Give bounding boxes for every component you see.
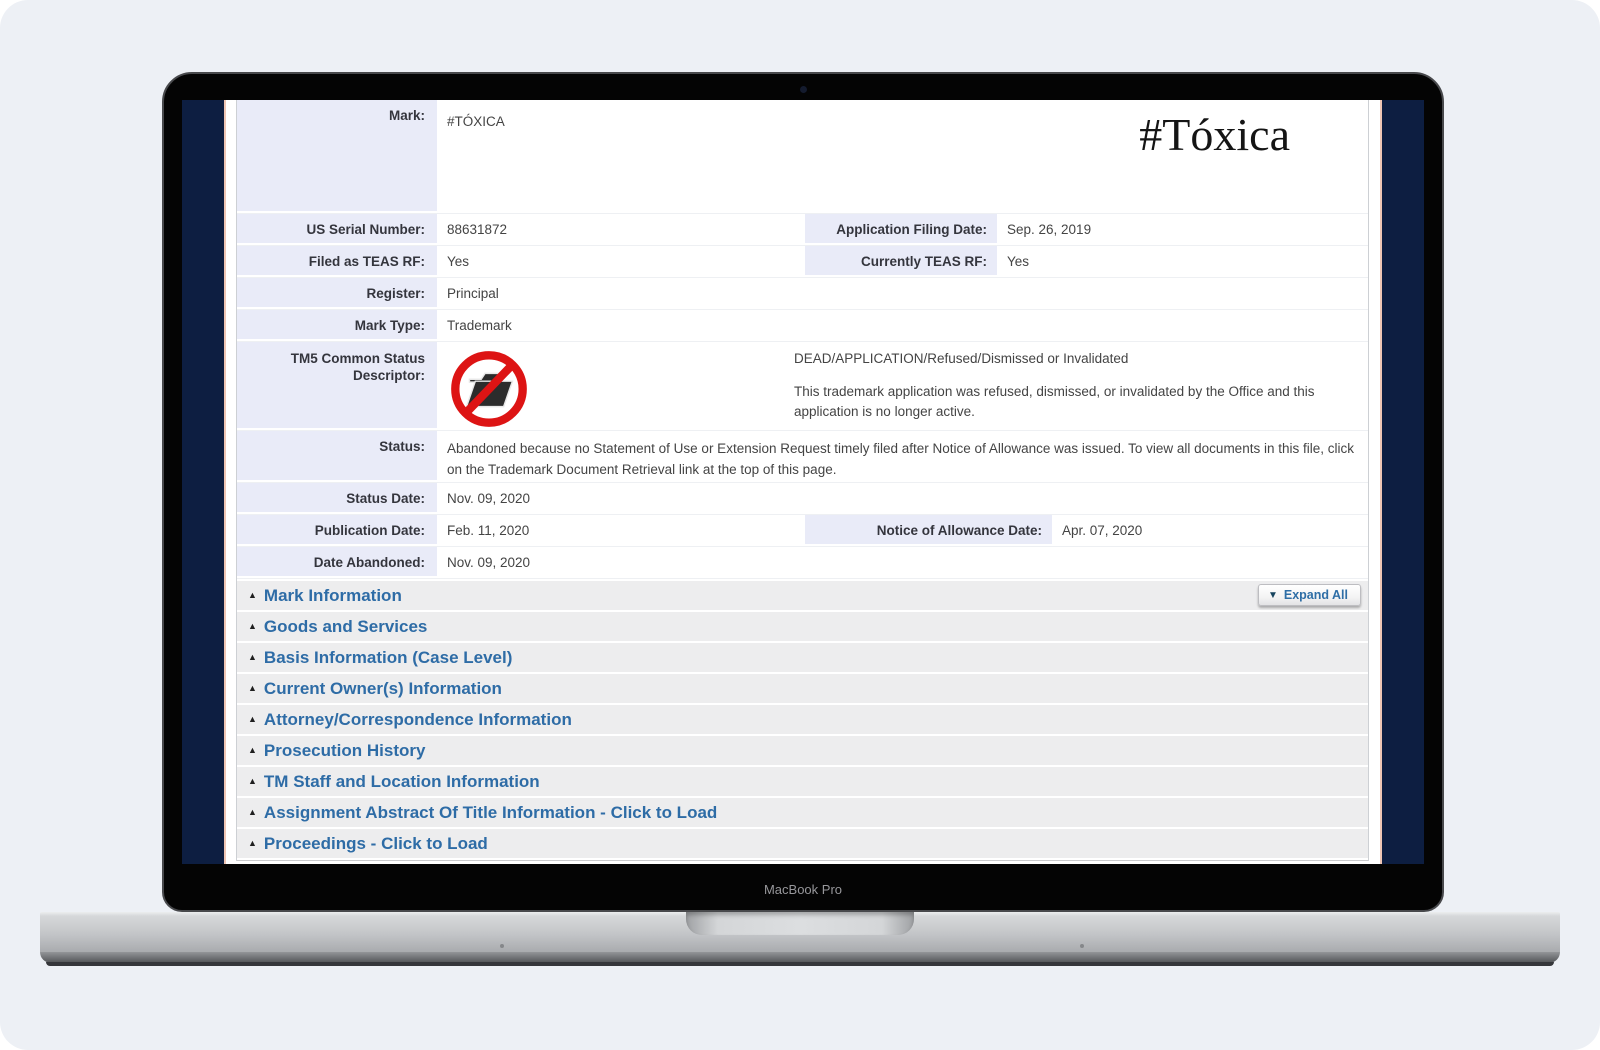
filing-date-value: Sep. 26, 2019 [1007, 222, 1092, 237]
laptop-base-shadow [46, 962, 1554, 966]
status-date-row [237, 483, 1368, 515]
filing-date-label: Application Filing Date: [805, 214, 997, 245]
section-mark-information[interactable]: ▲ Mark Information ▼ Expand All [237, 581, 1368, 610]
collapse-triangle-icon: ▲ [248, 621, 257, 631]
section-prosecution-history[interactable]: ▲ Prosecution History [237, 736, 1368, 765]
status-date-value: Nov. 09, 2020 [447, 491, 531, 506]
triangle-down-icon: ▼ [1267, 589, 1278, 601]
browser-viewport [182, 100, 1424, 864]
mark-type-row [237, 310, 1368, 342]
laptop-base [40, 912, 1560, 952]
currently-teas-rf-value: Yes [1007, 254, 1030, 269]
status-date-label: Status Date: [237, 483, 437, 514]
notice-of-allowance-date-label: Notice of Allowance Date: [805, 515, 1052, 546]
mark-image-text: #Tóxica [1139, 109, 1290, 160]
mark-value-cell [437, 100, 1368, 213]
dead-mark-prohibited-folder-icon [447, 347, 531, 431]
publication-date-value: Feb. 11, 2020 [447, 523, 530, 538]
tm5-status-line: DEAD/APPLICATION/Refused/Dismissed or Invalidated [794, 351, 1129, 366]
publication-date-label: Publication Date: [237, 515, 437, 546]
collapse-triangle-icon: ▲ [248, 745, 257, 755]
base-screw-dot [500, 944, 504, 948]
collapse-triangle-icon: ▲ [248, 652, 257, 662]
publication-allowance-row [237, 515, 1368, 547]
collapse-triangle-icon: ▲ [248, 714, 257, 724]
teas-rf-row [237, 246, 1368, 278]
section-basis-information[interactable]: ▲ Basis Information (Case Level) [237, 643, 1368, 672]
lid-notch [686, 912, 914, 935]
section-goods-and-services[interactable]: ▲ Goods and Services [237, 612, 1368, 641]
macbook-screen [162, 72, 1444, 912]
tm5-label: TM5 Common Status Descriptor: [237, 342, 437, 430]
mark-type-value: Trademark [447, 318, 512, 333]
notice-of-allowance-date-value: Apr. 07, 2020 [1062, 523, 1143, 538]
filed-teas-rf-label: Filed as TEAS RF: [237, 246, 437, 277]
collapse-triangle-icon: ▲ [248, 590, 257, 600]
mark-row [237, 100, 1368, 214]
date-abandoned-value: Nov. 09, 2020 [447, 555, 531, 570]
filed-teas-rf-value: Yes [447, 254, 470, 269]
date-abandoned-label: Date Abandoned: [237, 547, 437, 578]
mark-type-label: Mark Type: [237, 310, 437, 341]
expand-all-button[interactable]: ▼ Expand All [1258, 584, 1361, 606]
status-label: Status: [237, 431, 437, 482]
webcam-icon [800, 86, 807, 93]
table-bottom-border [237, 860, 1368, 861]
register-value: Principal [447, 286, 499, 301]
tm5-status-row [237, 342, 1368, 431]
section-assignment-abstract-of-title[interactable]: ▲ Assignment Abstract Of Title Information - Click to Load [237, 798, 1368, 827]
section-tm-staff-and-location-information[interactable]: ▲ TM Staff and Location Information [237, 767, 1368, 796]
collapse-triangle-icon: ▲ [248, 776, 257, 786]
serial-number-value: 88631872 [447, 222, 508, 237]
serial-filing-row [237, 214, 1368, 246]
tsdr-status-content [228, 100, 1378, 864]
register-row [237, 278, 1368, 310]
collapse-triangle-icon: ▲ [248, 683, 257, 693]
trademark-status-table [236, 100, 1369, 861]
tm5-status-description: This trademark application was refused, dismissed, or invalidated by the Office and this application is no longer active. [794, 384, 1315, 419]
section-attorney-correspondence-information[interactable]: ▲ Attorney/Correspondence Information [237, 705, 1368, 734]
collapse-triangle-icon: ▲ [248, 807, 257, 817]
page-side-panel-right [1380, 100, 1424, 864]
page-side-panel-left [182, 100, 226, 864]
macbook-pro-label: MacBook Pro [763, 882, 843, 897]
section-header-list [237, 581, 1368, 858]
collapse-triangle-icon: ▲ [248, 838, 257, 848]
status-value: Abandoned because no Statement of Use or Extension Request timely filed after Notice of Allowance was issued. To view all documents in this file, click on the Trademark Document Retrieval link at the top of this page. [447, 441, 1354, 477]
mark-label: Mark: [237, 100, 437, 213]
mark-value: #TÓXICA [447, 114, 505, 129]
tm5-description-block [794, 346, 1354, 430]
register-label: Register: [237, 278, 437, 309]
serial-number-label: US Serial Number: [237, 214, 437, 245]
tm5-value-cell [437, 342, 1368, 430]
section-current-owners-information[interactable]: ▲ Current Owner(s) Information [237, 674, 1368, 703]
date-abandoned-row [237, 547, 1368, 579]
section-proceedings[interactable]: ▲ Proceedings - Click to Load [237, 829, 1368, 858]
base-screw-dot [1080, 944, 1084, 948]
currently-teas-rf-label: Currently TEAS RF: [805, 246, 997, 277]
status-row [237, 431, 1368, 483]
